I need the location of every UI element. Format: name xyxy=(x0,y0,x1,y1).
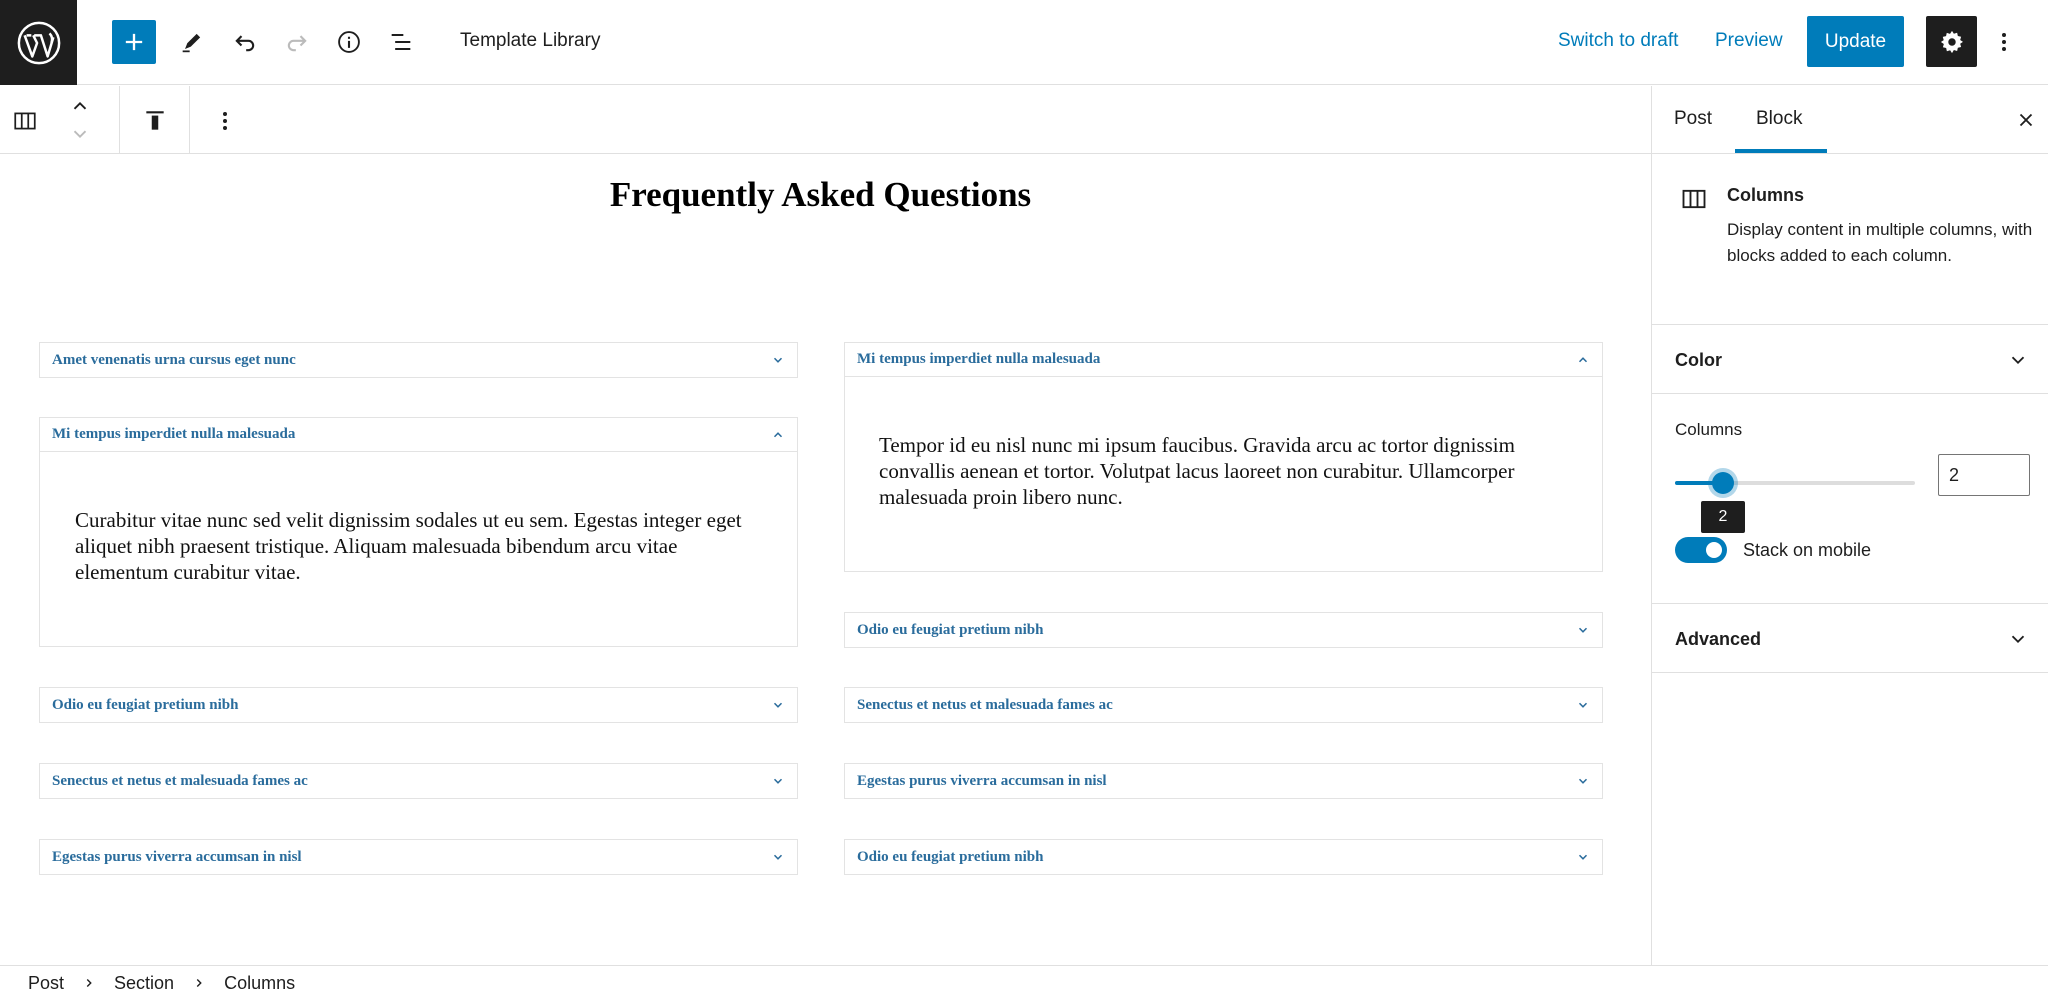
options-button[interactable] xyxy=(1990,20,2018,64)
accordion-item[interactable] xyxy=(39,763,798,799)
accordion-item[interactable] xyxy=(39,417,798,647)
settings-sidebar xyxy=(1651,86,2048,965)
accordion-title: Senectus et netus et malesuada fames ac xyxy=(52,772,308,789)
range-thumb[interactable] xyxy=(1712,472,1734,494)
undo-button[interactable] xyxy=(223,20,267,64)
align-top-icon xyxy=(142,108,168,134)
switch-to-draft-button[interactable]: Switch to draft xyxy=(1558,30,1679,51)
chevron-down-icon xyxy=(2006,627,2030,651)
stack-on-mobile-toggle[interactable] xyxy=(1675,537,1727,563)
chevron-down-icon xyxy=(1576,774,1590,788)
list-view-icon xyxy=(387,28,415,56)
advanced-panel-toggle[interactable] xyxy=(1652,605,2048,673)
block-toolbar xyxy=(0,86,1651,154)
sidebar-tabs xyxy=(1652,86,2048,154)
accordion-title: Mi tempus imperdiet nulla malesuada xyxy=(857,351,1101,367)
alignment-group xyxy=(120,86,190,154)
settings-button[interactable] xyxy=(1926,16,1977,67)
gear-icon xyxy=(1938,28,1966,56)
accordion-item[interactable] xyxy=(39,687,798,723)
accordion-header[interactable] xyxy=(40,840,797,874)
color-panel-title: Color xyxy=(1675,350,1722,370)
accordion-item[interactable] xyxy=(844,839,1603,875)
accordion-header[interactable] xyxy=(845,688,1602,722)
update-button[interactable]: Update xyxy=(1807,16,1904,67)
advanced-panel-title: Advanced xyxy=(1675,629,1762,649)
accordion-header[interactable] xyxy=(40,418,797,452)
block-card xyxy=(1652,155,2048,325)
wordpress-w-icon xyxy=(16,20,62,66)
accordion-item[interactable] xyxy=(844,687,1603,723)
accordion-header[interactable] xyxy=(845,613,1602,647)
accordion-title: Odio eu feugiat pretium nibh xyxy=(857,848,1044,865)
chevron-down-icon xyxy=(1576,850,1590,864)
editor-canvas xyxy=(0,155,1651,965)
accordion-item[interactable] xyxy=(39,342,798,378)
details-button[interactable] xyxy=(327,20,371,64)
vertical-align-top-button[interactable] xyxy=(138,106,172,136)
chevron-down-icon xyxy=(771,698,785,712)
block-card-title: Columns xyxy=(1727,185,1805,205)
accordion-item[interactable] xyxy=(39,839,798,875)
wordpress-logo-icon[interactable] xyxy=(0,0,77,85)
accordion-content[interactable]: Tempor id eu nisl nunc mi ipsum faucibus. Gravida arcu ac tortor dignissim convallis aenean et tortor. Volutpat lacus laoreet non curabitur. Ullamcorper malesuada proin libero nunc. xyxy=(879,433,1515,509)
undo-icon xyxy=(231,28,259,56)
columns-label: Columns xyxy=(1675,420,1743,439)
chevron-down-icon xyxy=(771,850,785,864)
list-view-button[interactable] xyxy=(379,20,423,64)
info-icon xyxy=(335,28,363,56)
chevron-down-icon xyxy=(69,122,91,144)
columns-block-icon[interactable] xyxy=(10,106,40,136)
redo-button[interactable] xyxy=(275,20,319,64)
columns-settings-panel xyxy=(1652,394,2048,604)
accordion-header[interactable] xyxy=(845,764,1602,798)
active-tab-indicator xyxy=(1735,149,1827,153)
accordion-title: Egestas purus viverra accumsan in nisl xyxy=(52,848,302,865)
chevron-up-icon xyxy=(1576,353,1590,367)
document-title[interactable]: Template Library xyxy=(460,30,601,51)
breadcrumb xyxy=(0,965,2048,1000)
range-tooltip: 2 xyxy=(1701,501,1745,533)
block-card-description: Display content in multiple columns, with blocks added to each column. xyxy=(1727,220,2033,265)
columns-number-input[interactable] xyxy=(1938,454,2030,496)
breadcrumb-item-columns[interactable]: Columns xyxy=(224,972,296,993)
vertical-ellipsis-icon xyxy=(222,109,228,133)
accordion-title: Senectus et netus et malesuada fames ac xyxy=(857,696,1113,713)
chevron-down-icon xyxy=(2006,348,2030,372)
breadcrumb-item-section[interactable]: Section xyxy=(114,972,175,993)
stack-on-mobile-label: Stack on mobile xyxy=(1743,540,1872,560)
accordion-header[interactable] xyxy=(845,840,1602,874)
accordion-item[interactable] xyxy=(844,612,1603,648)
color-panel-toggle[interactable] xyxy=(1652,326,2048,394)
accordion-header[interactable] xyxy=(40,343,797,377)
move-up-button[interactable] xyxy=(66,96,94,118)
tab-block[interactable]: Block xyxy=(1756,108,1803,129)
accordion-header[interactable] xyxy=(40,688,797,722)
accordion-item[interactable] xyxy=(844,763,1603,799)
accordion-title: Odio eu feugiat pretium nibh xyxy=(857,621,1044,638)
close-sidebar-button[interactable] xyxy=(2012,106,2040,134)
chevron-up-icon xyxy=(69,96,91,118)
tab-post[interactable]: Post xyxy=(1674,108,1713,129)
breadcrumb-item-post[interactable]: Post xyxy=(28,972,65,993)
accordion-title: Mi tempus imperdiet nulla malesuada xyxy=(52,426,296,442)
move-down-button[interactable] xyxy=(66,122,94,144)
chevron-right-icon xyxy=(82,976,96,990)
block-mover-group xyxy=(0,86,120,154)
editor-header xyxy=(0,0,2048,85)
chevron-up-icon xyxy=(771,428,785,442)
chevron-down-icon xyxy=(1576,698,1590,712)
preview-button[interactable]: Preview xyxy=(1715,30,1783,51)
accordion-header[interactable] xyxy=(845,343,1602,377)
columns-range-slider[interactable] xyxy=(1675,481,1915,525)
accordion-title: Egestas purus viverra accumsan in nisl xyxy=(857,772,1107,789)
faq-heading[interactable]: Frequently Asked Questions xyxy=(609,175,1032,214)
columns-icon xyxy=(1680,185,1708,218)
tools-button[interactable] xyxy=(170,20,214,64)
accordion-title: Amet venenatis urna cursus eget nunc xyxy=(52,351,296,368)
block-options-button[interactable] xyxy=(210,106,240,136)
chevron-down-icon xyxy=(771,353,785,367)
vertical-ellipsis-icon xyxy=(2001,30,2007,54)
redo-icon xyxy=(283,28,311,56)
chevron-down-icon xyxy=(771,774,785,788)
add-block-button[interactable] xyxy=(112,20,156,64)
pencil-icon xyxy=(178,28,206,56)
accordion-header[interactable] xyxy=(40,764,797,798)
chevron-right-icon xyxy=(192,976,206,990)
accordion-content[interactable]: Curabitur vitae nunc sed velit dignissim sodales ut eu sem. Egestas integer eget aliquet nibh praesent tristique. Aliquam malesuada bibendum arcu vitae elementum curabitur vitae. xyxy=(75,508,742,584)
accordion-item[interactable] xyxy=(844,342,1603,572)
plus-icon xyxy=(120,28,148,56)
toggle-knob xyxy=(1706,542,1722,558)
chevron-down-icon xyxy=(1576,623,1590,637)
accordion-title: Odio eu feugiat pretium nibh xyxy=(52,696,239,713)
close-icon xyxy=(2015,109,2037,131)
